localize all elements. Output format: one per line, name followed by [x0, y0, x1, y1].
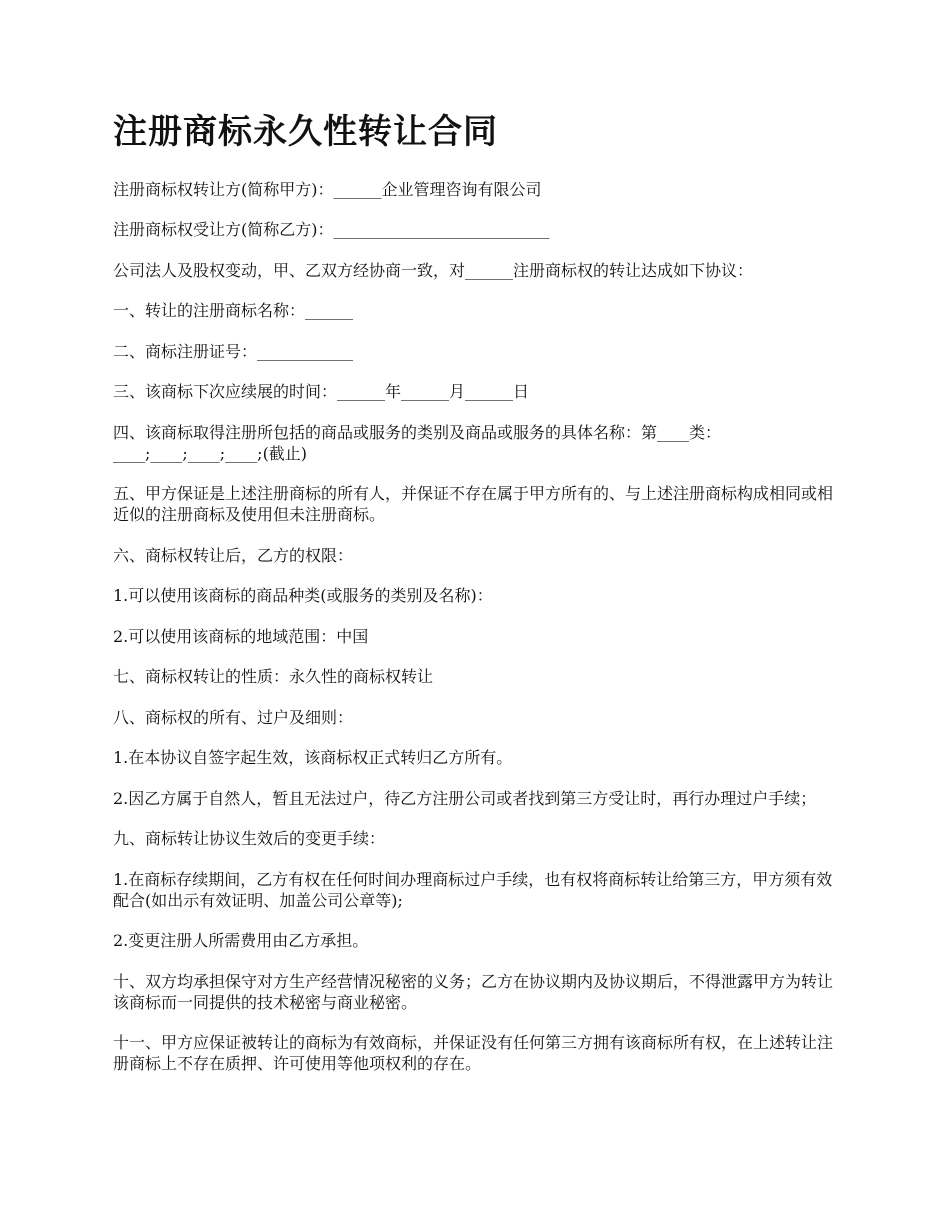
clause-2-registration-number: 二、商标注册证号：____________	[113, 341, 354, 361]
document-title: 注册商标永久性转让合同	[113, 112, 498, 152]
clause-6-heading: 六、商标权转让后，乙方的权限：	[113, 545, 354, 565]
clause-4-goods-services-class: 四、该商标取得注册所包括的商品或服务的类别及商品或服务的具体名称：第____类：____;____;____;____;(截止)	[113, 422, 722, 463]
clause-11-validity: 十一、甲方应保证被转让的商标为有效商标，并保证没有任何第三方拥有该商标所有权，在上述转让注册商标上不存在质押、许可使用等他项权利的存在。	[113, 1033, 834, 1074]
clause-9-item-1: 1.在商标存续期间，乙方有权在任何时间办理商标过户手续，也有权将商标转让给第三方，甲方须有效配合(如出示有效证明、加盖公司公章等);	[113, 869, 833, 910]
party-a-line: 注册商标权转让方(简称甲方)：______企业管理咨询有限公司	[113, 179, 542, 199]
clause-9-heading: 九、商标转让协议生效后的变更手续：	[113, 829, 386, 849]
clause-7-nature: 七、商标权转让的性质：永久性的商标权转让	[113, 667, 434, 687]
clause-1-trademark-name: 一、转让的注册商标名称：______	[113, 301, 354, 321]
clause-3-renewal-date: 三、该商标下次应续展的时间：______年______月______日	[113, 382, 530, 402]
clause-10-confidentiality: 十、双方均承担保守对方生产经营情况秘密的义务；乙方在协议期内及协议期后，不得泄露甲方为转让该商标而一同提供的技术秘密与商业秘密。	[113, 971, 834, 1012]
clause-8-item-2: 2.因乙方属于自然人，暂且无法过户，待乙方注册公司或者找到第三方受让时，再行办理过户手续；	[113, 788, 817, 808]
clause-9-item-2: 2.变更注册人所需费用由乙方承担。	[113, 931, 369, 951]
clause-8-heading: 八、商标权的所有、过户及细则：	[113, 707, 354, 727]
document-page	[113, 112, 848, 1094]
clause-6-item-2: 2.可以使用该商标的地域范围：中国	[113, 626, 369, 646]
preamble: 公司法人及股权变动，甲、乙双方经协商一致，对______注册商标权的转让达成如下协议：	[113, 260, 754, 280]
clause-6-item-1: 1.可以使用该商标的商品种类(或服务的类别及名称)：	[113, 586, 493, 606]
clause-8-item-1: 1.在本协议自签字起生效，该商标权正式转归乙方所有。	[113, 748, 513, 768]
party-b-line: 注册商标权受让方(简称乙方)：___________________________	[113, 220, 550, 240]
clause-5-guarantee: 五、甲方保证是上述注册商标的所有人，并保证不存在属于甲方所有的、与上述注册商标构成相同或相近似的注册商标及使用但未注册商标。	[113, 484, 834, 525]
